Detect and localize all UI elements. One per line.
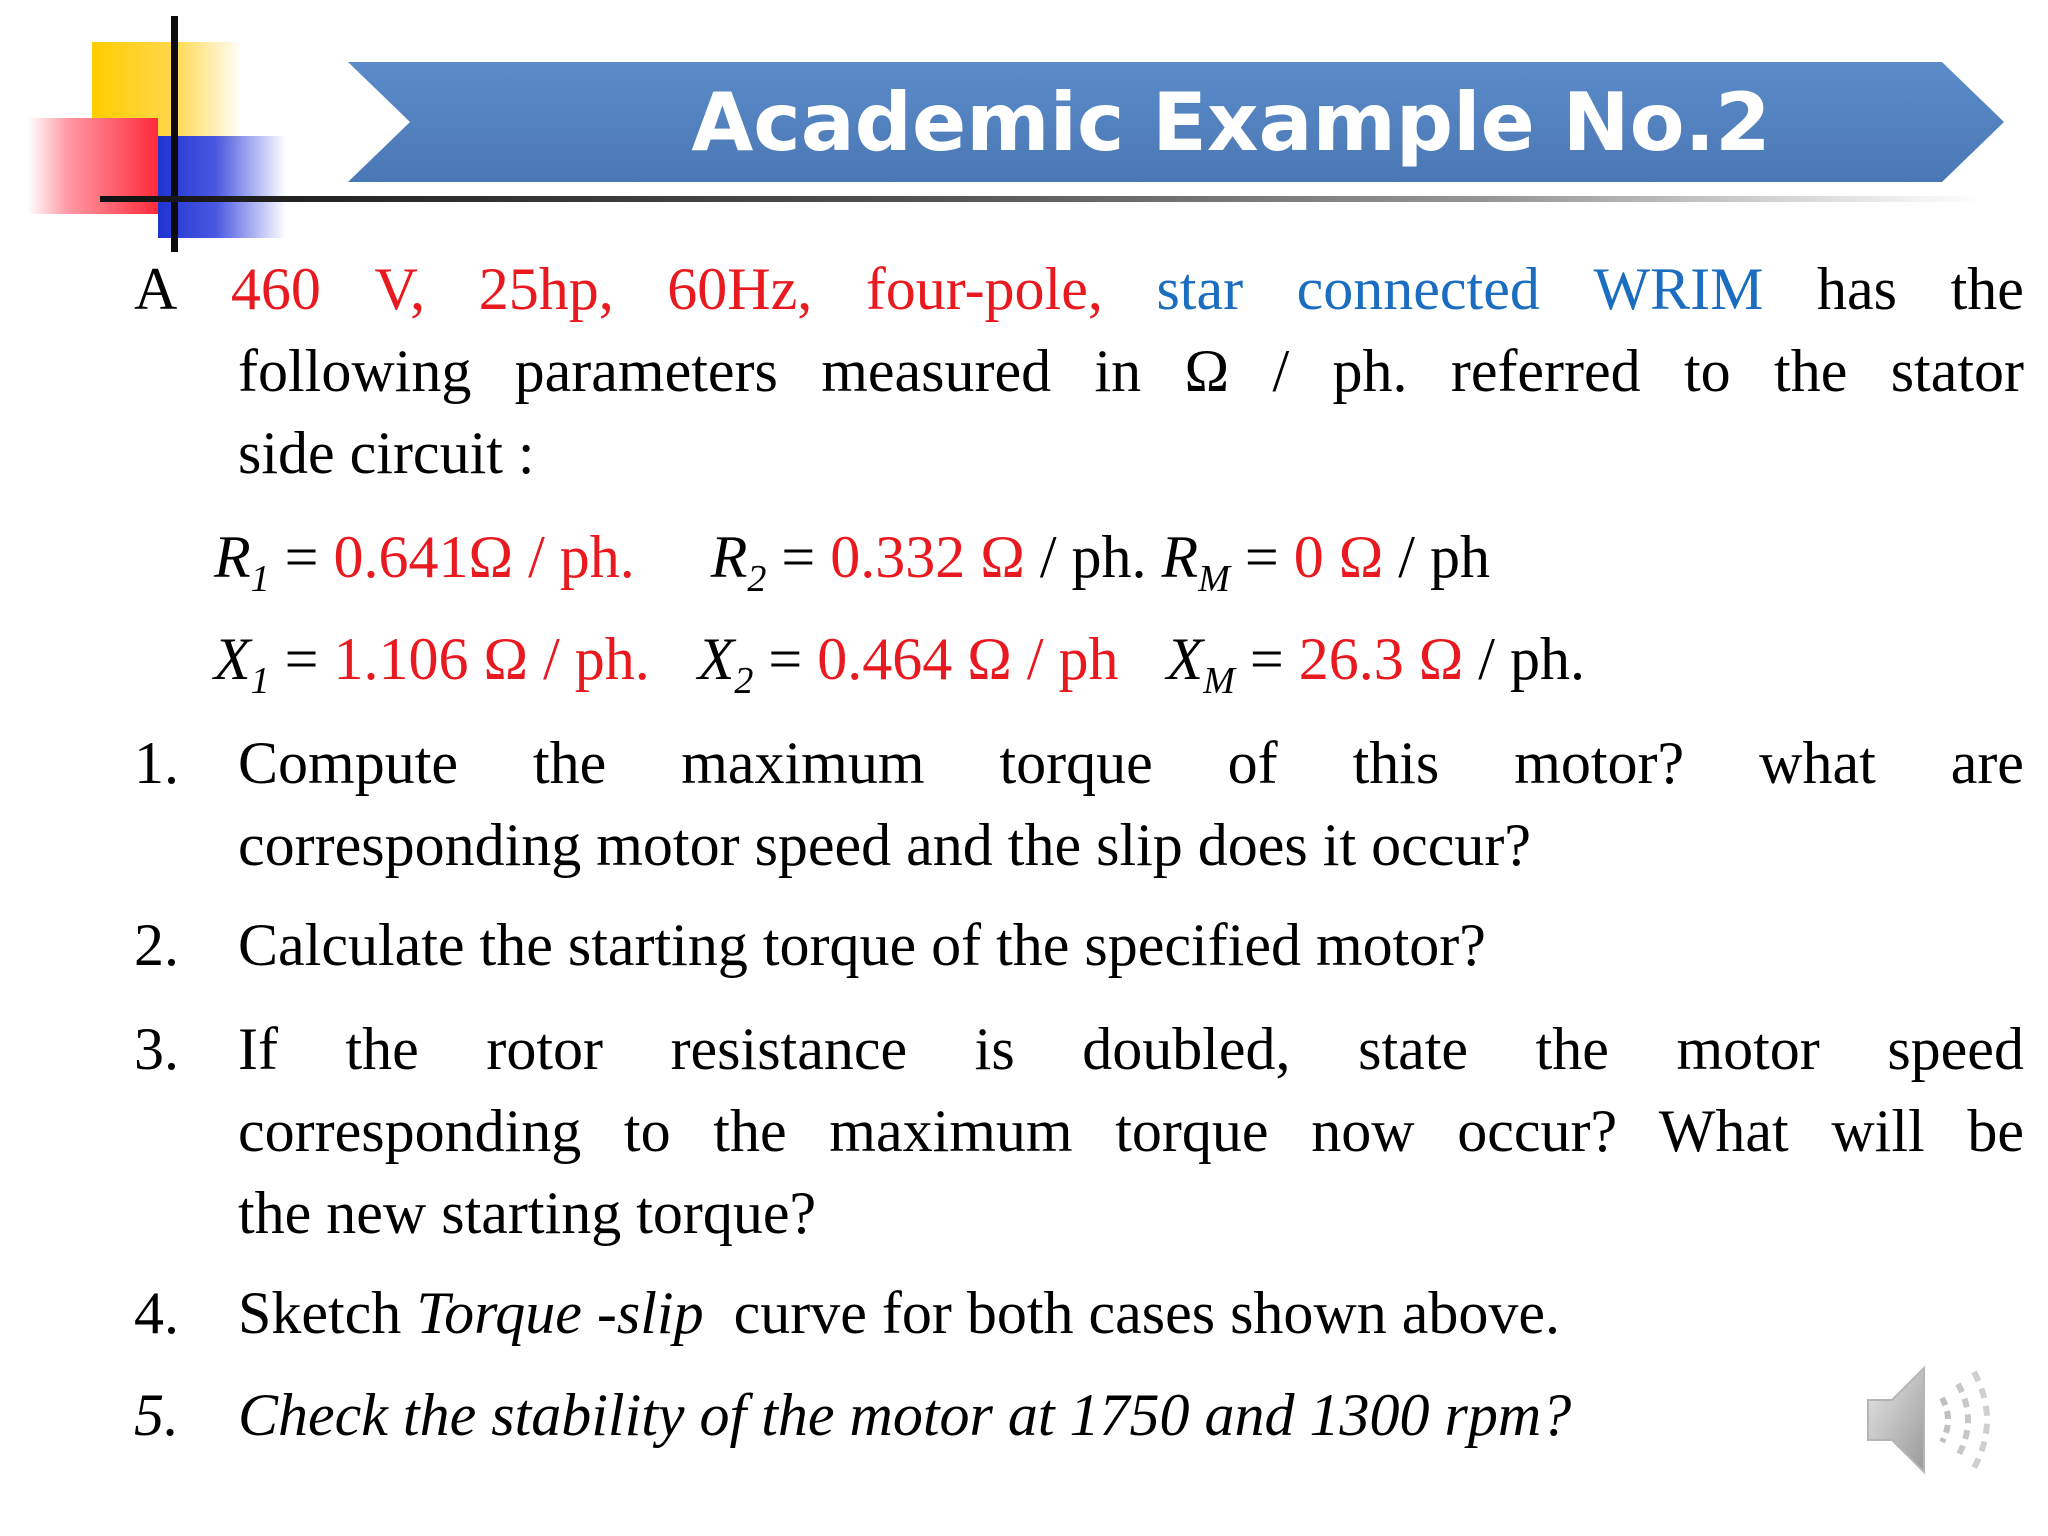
r2-subscript: 2: [747, 558, 767, 600]
intro-article: A: [134, 256, 178, 322]
xm-equals: =: [1234, 626, 1299, 692]
title-banner: [348, 62, 2004, 182]
intro-word-the: the: [1950, 256, 2024, 322]
r1-subscript: 1: [250, 558, 270, 600]
rm-unit: / ph: [1383, 524, 1490, 590]
r1-value: 0.641Ω / ph.: [333, 524, 635, 590]
word: resistance: [670, 1016, 908, 1082]
xm-unit: / ph.: [1463, 626, 1585, 692]
word: doubled,: [1082, 1016, 1291, 1082]
question-1-line-1: [238, 722, 2024, 804]
r1-symbol: R: [214, 524, 251, 590]
question-2-text: Calculate the starting torque of the specified motor?: [238, 912, 1486, 978]
word: maximum: [681, 730, 925, 796]
r2-symbol: R: [710, 524, 748, 590]
spec-voltage-unit: V,: [374, 256, 426, 322]
speaker-icon[interactable]: [1862, 1350, 2002, 1490]
question-3: [134, 1008, 2024, 1254]
xm-value: 26.3 Ω: [1298, 626, 1464, 692]
question-number: 1.: [134, 730, 179, 796]
x2-value: 0.464 Ω / ph: [817, 626, 1119, 692]
question-3-line-3: the new starting torque?: [238, 1180, 817, 1246]
word: rotor: [486, 1016, 604, 1082]
spec-machine-type: WRIM: [1593, 256, 1764, 322]
rm-subscript: M: [1198, 558, 1230, 600]
word: motor?: [1514, 730, 1685, 796]
question-4-pre: Sketch: [238, 1280, 417, 1346]
spec-connection-1: star: [1156, 256, 1244, 322]
question-3-line-2: corresponding to the maximum torque now occur? What will be: [238, 1098, 2024, 1164]
rm-equals: =: [1229, 524, 1294, 590]
r2-value: 0.332 Ω: [830, 524, 1025, 590]
vertical-rule: [171, 16, 178, 252]
question-2: [134, 904, 2024, 986]
word: torque: [999, 730, 1153, 796]
equation-row-resistances: [214, 516, 1490, 598]
intro-line-3: side circuit :: [238, 420, 535, 486]
word: this: [1352, 730, 1440, 796]
title-underline: [100, 196, 1980, 202]
question-5-text: Check the stability of the motor at 1750 and 1300 rpm?: [238, 1382, 1572, 1448]
word: the: [345, 1016, 419, 1082]
x1-value: 1.106 Ω / ph.: [333, 626, 650, 692]
x1-equals: =: [269, 626, 334, 692]
spec-power: 25hp,: [478, 256, 614, 322]
xm-symbol: X: [1166, 626, 1204, 692]
question-4-text: [238, 1272, 2024, 1354]
question-4-italic: Torque -slip: [416, 1280, 704, 1346]
equation-row-reactances: [214, 618, 1585, 700]
spec-frequency: 60Hz,: [667, 256, 813, 322]
corner-decoration: [0, 0, 300, 260]
word: motor: [1676, 1016, 1820, 1082]
question-number: 4.: [134, 1280, 179, 1346]
question-4: [134, 1272, 2024, 1354]
question-1-line-2: corresponding motor speed and the slip does it occur?: [238, 812, 1531, 878]
word: of: [1227, 730, 1278, 796]
x1-subscript: 1: [250, 660, 270, 702]
word: the: [1535, 1016, 1609, 1082]
x2-equals: =: [753, 626, 818, 692]
x2-subscript: 2: [734, 660, 754, 702]
x2-symbol: X: [697, 626, 735, 692]
spec-connection-2: connected: [1296, 256, 1540, 322]
page-title: Academic Example No.2: [691, 75, 1771, 169]
word: is: [974, 1016, 1015, 1082]
word: Compute: [238, 730, 458, 796]
xm-subscript: M: [1203, 660, 1235, 702]
rm-symbol: R: [1161, 524, 1199, 590]
question-number: 2.: [134, 912, 179, 978]
word: are: [1950, 730, 2024, 796]
word: what: [1759, 730, 1876, 796]
spec-poles: four-pole,: [865, 256, 1103, 322]
r2-equals: =: [766, 524, 831, 590]
x1-symbol: X: [214, 626, 251, 692]
word: If: [238, 1016, 278, 1082]
r2-unit: / ph.: [1024, 524, 1147, 590]
question-number: 5.: [134, 1382, 179, 1448]
intro-paragraph: [134, 248, 2024, 494]
intro-line-2: following parameters measured in Ω / ph. referred to the stator: [238, 338, 2024, 404]
spec-voltage: 460: [230, 256, 321, 322]
question-4-post: curve for both cases shown above.: [703, 1280, 1561, 1346]
r1-equals: =: [269, 524, 334, 590]
question-1: [134, 722, 2024, 886]
word: speed: [1887, 1016, 2024, 1082]
question-5: [134, 1374, 2024, 1456]
intro-word-has: has: [1817, 256, 1897, 322]
question-number: 3.: [134, 1016, 179, 1082]
rm-value: 0 Ω: [1293, 524, 1384, 590]
word: the: [532, 730, 607, 796]
intro-line-1: [134, 248, 2024, 330]
question-3-line-1: [238, 1008, 2024, 1090]
word: state: [1358, 1016, 1469, 1082]
